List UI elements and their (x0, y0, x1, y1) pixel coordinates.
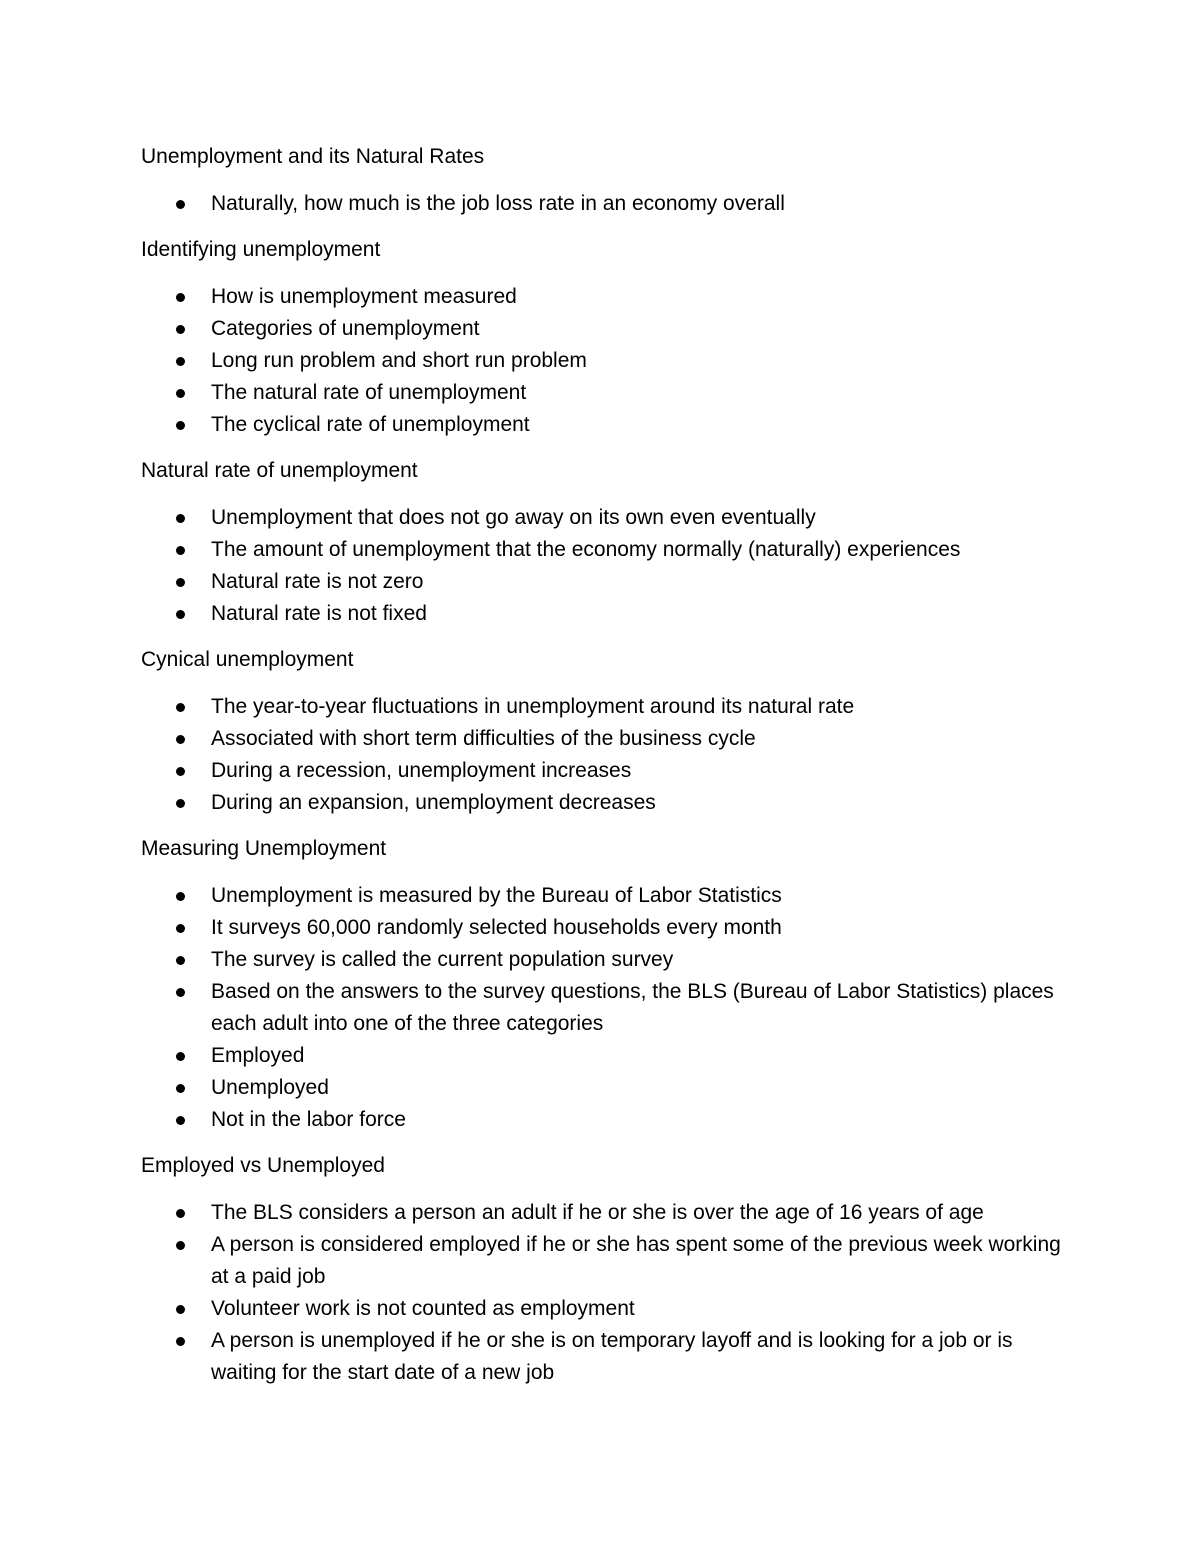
list-item (141, 502, 1071, 534)
bullet-icon (176, 767, 185, 776)
document-body (141, 141, 1061, 1403)
list-item (141, 1293, 1071, 1325)
bullet-list (141, 188, 1061, 220)
list-item-text: During a recession, unemployment increases (211, 759, 632, 782)
list-item (141, 755, 1071, 787)
section (141, 455, 1061, 630)
bullet-icon (176, 293, 185, 302)
section (141, 141, 1061, 220)
list-item-text: Natural rate is not fixed (211, 602, 427, 625)
list-item (141, 787, 1071, 819)
list-item (141, 880, 1071, 912)
bullet-icon (176, 1116, 185, 1125)
bullet-icon (176, 1209, 185, 1218)
list-item (141, 976, 1071, 1040)
list-item (141, 377, 1071, 409)
section-heading: Unemployment and its Natural Rates (141, 145, 485, 168)
list-item (141, 409, 1071, 441)
list-item (141, 566, 1071, 598)
bullet-list (141, 502, 1061, 630)
bullet-icon (176, 735, 185, 744)
list-item (141, 912, 1071, 944)
bullet-list (141, 281, 1061, 441)
bullet-list (141, 691, 1061, 819)
section (141, 644, 1061, 819)
bullet-icon (176, 1337, 185, 1346)
section-heading: Cynical unemployment (141, 648, 354, 671)
list-item-text: A person is considered employed if he or she has spent some of the previous week working at a paid job (211, 1233, 1061, 1288)
list-item-text: The cyclical rate of unemployment (211, 413, 530, 436)
bullet-icon (176, 1305, 185, 1314)
list-item-text: Unemployment that does not go away on its own even eventually (211, 506, 816, 529)
list-item (141, 944, 1071, 976)
bullet-icon (176, 1241, 185, 1250)
list-item (141, 345, 1071, 377)
section (141, 833, 1061, 1136)
section (141, 1150, 1061, 1389)
list-item-text: Natural rate is not zero (211, 570, 424, 593)
bullet-icon (176, 956, 185, 965)
list-item-text: Categories of unemployment (211, 317, 480, 340)
list-item-text: The year-to-year fluctuations in unemployment around its natural rate (211, 695, 855, 718)
bullet-icon (176, 1084, 185, 1093)
list-item-text: The amount of unemployment that the economy normally (naturally) experiences (211, 538, 961, 561)
bullet-icon (176, 389, 185, 398)
list-item (141, 723, 1071, 755)
list-item (141, 188, 1071, 220)
list-item (141, 1229, 1071, 1293)
bullet-icon (176, 421, 185, 430)
section-heading: Identifying unemployment (141, 238, 381, 261)
list-item-text: Unemployed (211, 1076, 329, 1099)
bullet-list (141, 880, 1061, 1136)
list-item (141, 1072, 1071, 1104)
list-item (141, 691, 1071, 723)
list-item-text: How is unemployment measured (211, 285, 517, 308)
bullet-icon (176, 892, 185, 901)
section (141, 234, 1061, 441)
list-item (141, 281, 1071, 313)
list-item-text: Based on the answers to the survey questions, the BLS (Bureau of Labor Statistics) places each adult into one of the three categories (211, 980, 1054, 1035)
list-item (141, 598, 1071, 630)
bullet-icon (176, 799, 185, 808)
list-item-text: Long run problem and short run problem (211, 349, 587, 372)
list-item-text: The natural rate of unemployment (211, 381, 527, 404)
bullet-icon (176, 357, 185, 366)
list-item-text: The BLS considers a person an adult if he or she is over the age of 16 years of age (211, 1201, 984, 1224)
list-item-text: The survey is called the current population survey (211, 948, 674, 971)
bullet-icon (176, 610, 185, 619)
bullet-icon (176, 546, 185, 555)
bullet-icon (176, 325, 185, 334)
list-item-text: A person is unemployed if he or she is on temporary layoff and is looking for a job or is waiting for the start date of a new job (211, 1329, 1013, 1384)
list-item (141, 313, 1071, 345)
bullet-icon (176, 514, 185, 523)
bullet-icon (176, 200, 185, 209)
list-item (141, 534, 1071, 566)
list-item-text: Volunteer work is not counted as employment (211, 1297, 635, 1320)
list-item-text: During an expansion, unemployment decreases (211, 791, 656, 814)
list-item-text: Employed (211, 1044, 305, 1067)
bullet-icon (176, 1052, 185, 1061)
list-item (141, 1104, 1071, 1136)
list-item (141, 1197, 1071, 1229)
bullet-list (141, 1197, 1061, 1389)
list-item (141, 1040, 1071, 1072)
section-heading: Measuring Unemployment (141, 837, 387, 860)
list-item-text: Associated with short term difficulties of the business cycle (211, 727, 756, 750)
bullet-icon (176, 988, 185, 997)
list-item-text: Not in the labor force (211, 1108, 406, 1131)
list-item-text: Unemployment is measured by the Bureau of Labor Statistics (211, 884, 782, 907)
bullet-icon (176, 924, 185, 933)
list-item-text: Naturally, how much is the job loss rate in an economy overall (211, 192, 785, 215)
list-item-text: It surveys 60,000 randomly selected households every month (211, 916, 782, 939)
section-heading: Natural rate of unemployment (141, 459, 418, 482)
bullet-icon (176, 578, 185, 587)
section-heading: Employed vs Unemployed (141, 1154, 385, 1177)
bullet-icon (176, 703, 185, 712)
list-item (141, 1325, 1071, 1389)
